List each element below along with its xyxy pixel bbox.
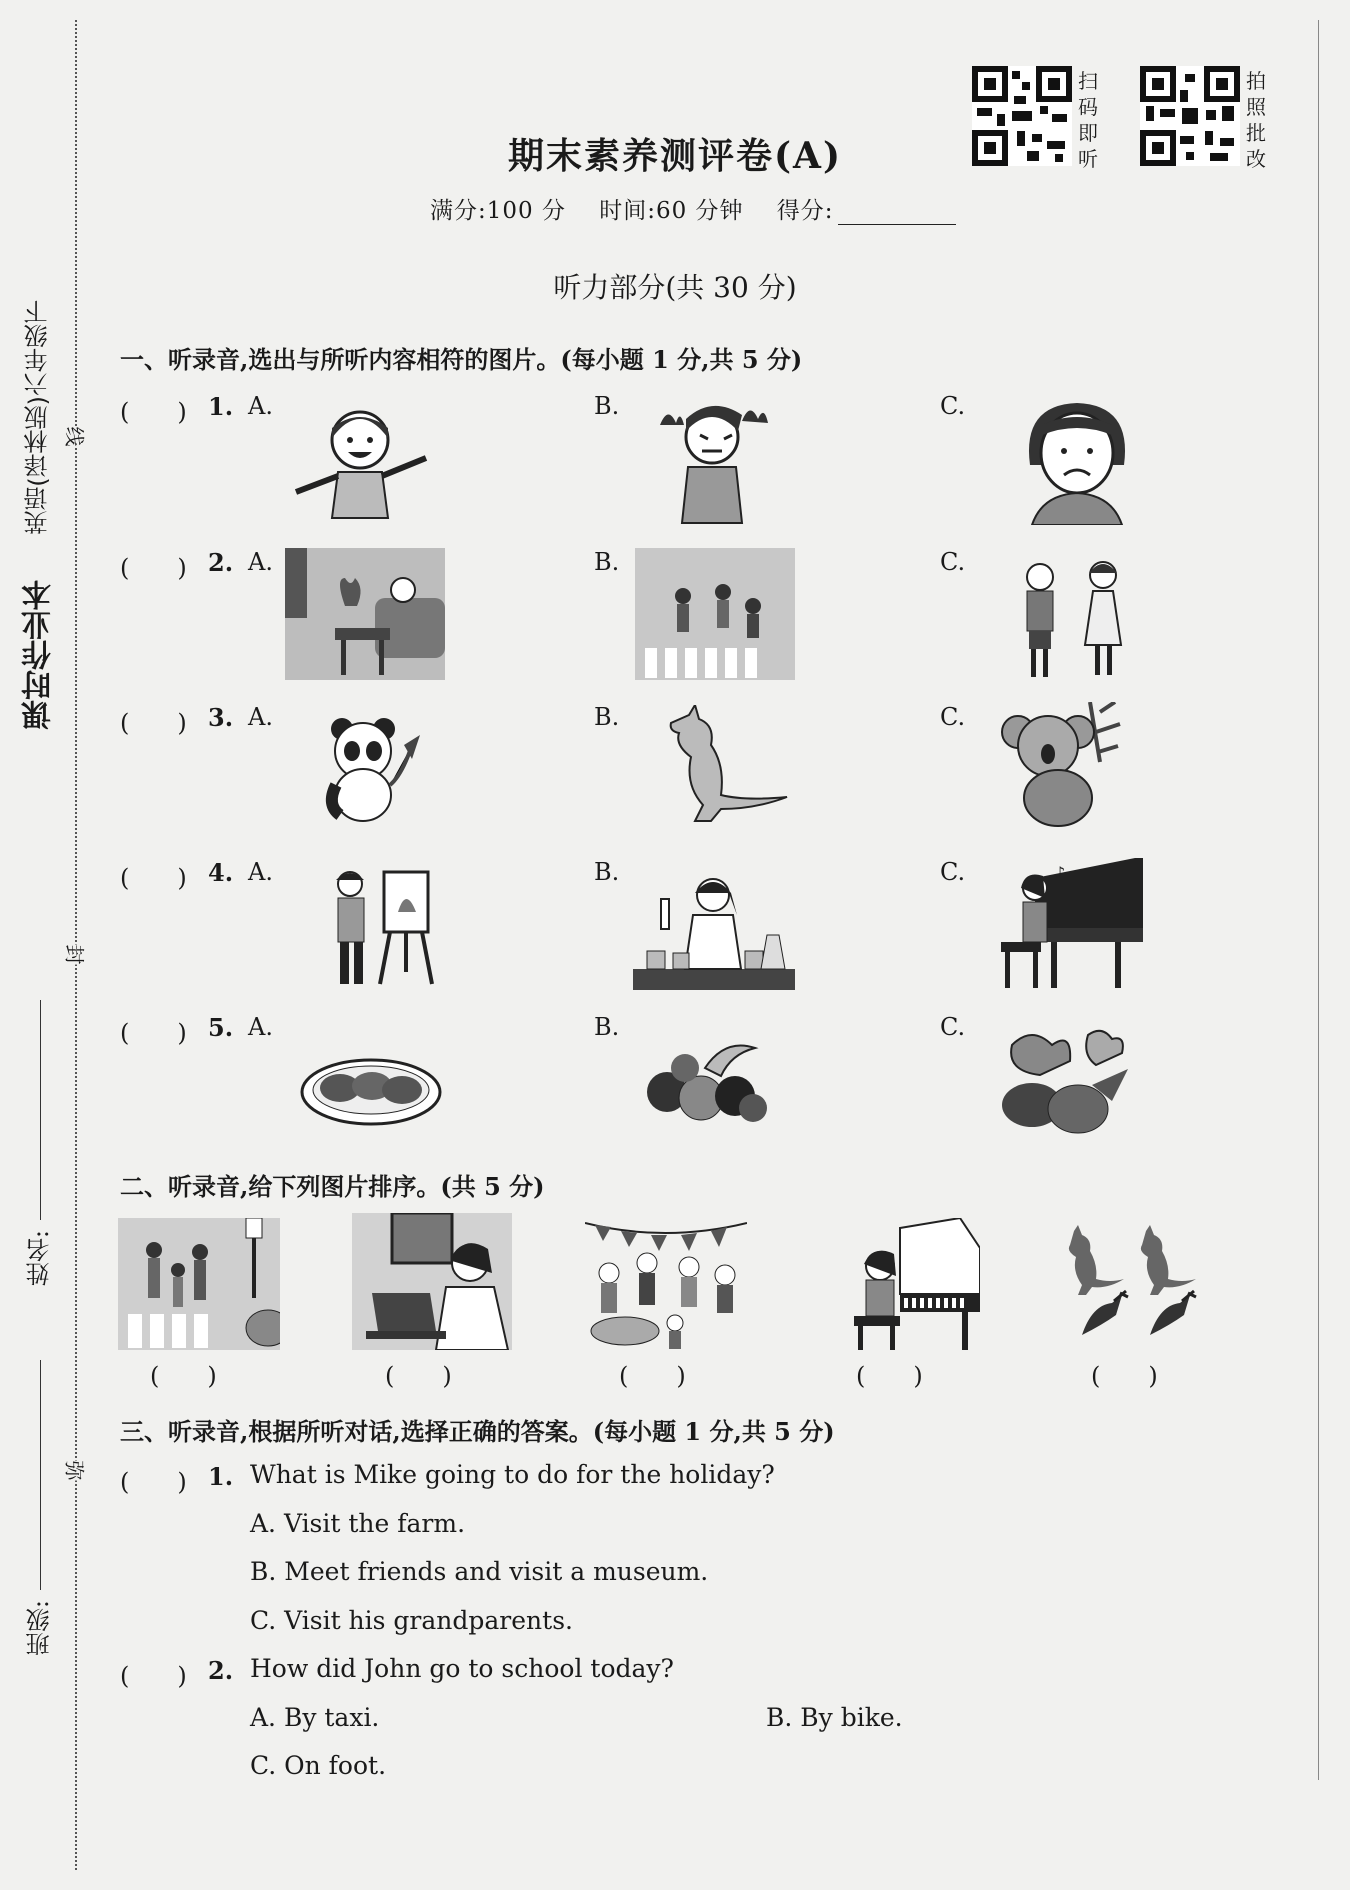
option-b-label: B. [594, 1013, 620, 1041]
page-title: 期末素养测评卷(A) [508, 135, 842, 177]
street-crossing-icon [635, 548, 795, 680]
family-crossing-street-icon [118, 1218, 280, 1350]
question-number: 1. [208, 1462, 234, 1491]
jumping-kangaroos-icon [1062, 1225, 1202, 1340]
sort-answer-paren[interactable]: ( ) [1091, 1362, 1158, 1390]
panda-icon [322, 715, 422, 825]
qr-correct-label: 拍照批改 [1246, 69, 1266, 171]
answer-paren[interactable]: ( ) [120, 1468, 187, 1496]
score-label: 得分: [776, 198, 834, 224]
sort-answer-paren[interactable]: ( ) [385, 1362, 452, 1390]
qr-listen-label: 扫码即听 [1078, 69, 1098, 171]
option-b-label: B. [594, 703, 620, 731]
two-children-talking-icon [1005, 555, 1135, 680]
koala-icon [1000, 702, 1125, 830]
vegetables-icon [992, 1025, 1130, 1143]
question-number: 2. [208, 548, 234, 577]
answer-paren[interactable]: ( ) [120, 709, 187, 737]
party-celebration-icon [585, 1213, 747, 1350]
living-room-reading-icon [285, 548, 445, 680]
binding-sidebar [20, 300, 64, 1700]
listening-part-title: 听力部分(共 30 分) [553, 271, 797, 304]
full-score: 满分:100 分 [430, 198, 566, 224]
seal-char: 封 [62, 945, 91, 965]
option-b-label: B. [594, 858, 620, 886]
sort-answer-paren[interactable]: ( ) [619, 1362, 686, 1390]
option-b-text: B. By bike. [766, 1703, 903, 1732]
class-label: 班级: [26, 1600, 54, 1657]
fruit-pile-icon [645, 1038, 770, 1128]
meat-plate-icon [300, 1052, 442, 1127]
option-c-text: C. On foot. [250, 1751, 387, 1780]
question-number: 3. [208, 703, 234, 732]
sort-answer-paren[interactable]: ( ) [150, 1362, 217, 1390]
class-blank [40, 1360, 41, 1590]
option-a-text: A. Visit the farm. [250, 1509, 466, 1538]
score-line [430, 192, 956, 225]
option-b-text: B. Meet friends and visit a museum. [250, 1557, 709, 1586]
line-char: 线 [62, 427, 91, 447]
option-c-label: C. [940, 858, 966, 886]
answer-paren[interactable]: ( ) [120, 554, 187, 582]
section3-heading: 三、听录音,根据所听对话,选择正确的答案。(每小题 1 分,共 5 分) [120, 1417, 835, 1446]
answer-paren[interactable]: ( ) [120, 398, 187, 426]
sort-answer-paren[interactable]: ( ) [856, 1362, 923, 1390]
science-experiment-icon [633, 865, 795, 990]
answer-paren[interactable]: ( ) [120, 1019, 187, 1047]
time-limit: 时间:60 分钟 [599, 198, 744, 224]
answer-paren[interactable]: ( ) [120, 1662, 187, 1690]
angry-girl-icon [650, 395, 775, 525]
question-number: 2. [208, 1656, 234, 1685]
name-label: 姓名: [26, 1230, 54, 1287]
name-blank [40, 1000, 41, 1220]
sad-girl-icon [1012, 395, 1142, 525]
section1-heading: 一、听录音,选出与所听内容相符的图片。(每小题 1 分,共 5 分) [120, 345, 803, 374]
option-a-label: A. [248, 858, 273, 886]
question-text: How did John go to school today? [250, 1654, 674, 1683]
svg-text:♪: ♪ [1055, 863, 1066, 882]
book-title: 课时作业本 [22, 580, 57, 730]
option-c-label: C. [940, 1013, 966, 1041]
question-text: What is Mike going to do for the holiday? [250, 1460, 775, 1489]
girl-at-piano-icon [850, 1218, 980, 1350]
seal2-char: 弥 [62, 1461, 91, 1481]
option-b-label: B. [594, 392, 620, 420]
option-c-label: C. [940, 548, 966, 576]
option-a-label: A. [248, 548, 273, 576]
score-blank[interactable] [838, 200, 956, 225]
kangaroo-icon [655, 705, 790, 825]
answer-paren[interactable]: ( ) [120, 864, 187, 892]
option-a-label: A. [248, 703, 273, 731]
painting-girl-icon [328, 862, 438, 987]
question-number: 4. [208, 858, 234, 887]
option-a-label: A. [248, 392, 273, 420]
question-number: 1. [208, 392, 234, 421]
section2-heading: 二、听录音,给下列图片排序。(共 5 分) [120, 1172, 545, 1201]
book-subtitle: 英语(译林版)六年级下 [24, 300, 52, 535]
option-c-label: C. [940, 392, 966, 420]
girl-using-laptop-icon [352, 1213, 512, 1350]
playing-piano-icon [995, 858, 1143, 990]
option-b-label: B. [594, 548, 620, 576]
question-number: 5. [208, 1013, 234, 1042]
option-c-label: C. [940, 703, 966, 731]
option-a-text: A. By taxi. [250, 1703, 380, 1732]
option-c-text: C. Visit his grandparents. [250, 1606, 573, 1635]
happy-girl-icon [288, 400, 433, 525]
option-a-label: A. [248, 1013, 273, 1041]
